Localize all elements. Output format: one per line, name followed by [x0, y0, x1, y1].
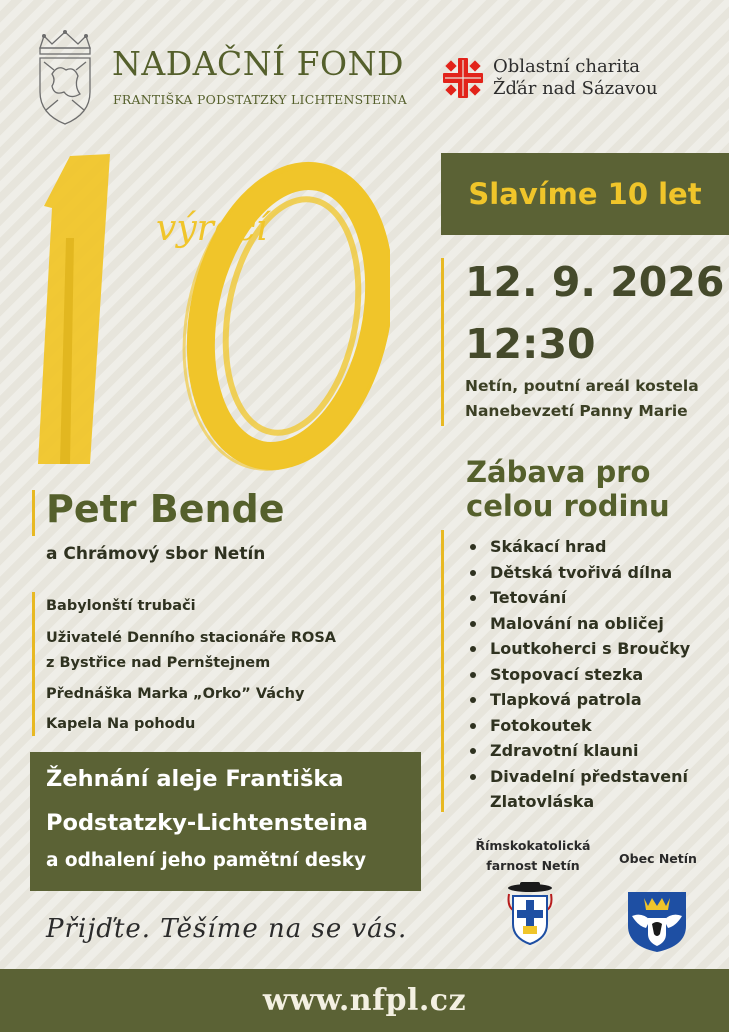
municipality-emblem-icon: [626, 890, 688, 954]
parish-name-line-2: farnost Netín: [486, 858, 580, 873]
bullet-icon: [470, 621, 476, 627]
program-accent-bar: [32, 592, 35, 736]
list-item: Dětská tvořivá dílna: [468, 560, 690, 586]
list-item: Loutkoherci s Broučky: [468, 636, 690, 662]
list-item: Stopovací stezka: [468, 662, 690, 688]
fun-heading-line-2: celou rodinu: [466, 489, 670, 523]
charity-line-2: Žďár nad Sázavou: [493, 78, 658, 99]
venue-line-2: Nanebevzetí Panny Marie: [465, 402, 688, 420]
parish-name-line-1: Římskokatolická: [475, 838, 591, 853]
list-item: Tetování: [468, 585, 690, 611]
list-item: Tlapková patrola: [468, 687, 690, 713]
list-item: Zdravotní klauni: [468, 738, 690, 764]
fund-title: NADAČNÍ FOND: [112, 44, 404, 83]
fun-heading-line-1: Zábava pro: [466, 455, 651, 489]
celebration-banner: Slavíme 10 let: [441, 153, 729, 235]
date-accent-bar: [441, 258, 444, 426]
charity-cross-icon: [441, 56, 485, 100]
charity-name: [493, 56, 658, 100]
blessing-line-2: Podstatzky-Lichtensteina: [46, 810, 368, 836]
list-item: Skákací hrad: [468, 534, 690, 560]
anniversary-word: výročí: [156, 208, 268, 249]
blessing-line-1: Žehnání aleje Františka: [46, 766, 344, 792]
program-item: Přednáška Marka „Orko” Váchy: [46, 686, 305, 702]
bullet-icon: [470, 544, 476, 550]
fun-accent-bar: [441, 530, 444, 812]
charity-line-1: Oblastní charita: [493, 56, 641, 77]
bullet-icon: [470, 672, 476, 678]
website-link[interactable]: www.nfpl.cz: [262, 983, 467, 1018]
bullet-icon: [470, 723, 476, 729]
parish-emblem-icon: [505, 880, 555, 948]
bullet-icon: [470, 646, 476, 652]
program-item: Babylonští trubači: [46, 598, 196, 614]
bullet-icon: [470, 570, 476, 576]
blessing-line-3: a odhalení jeho pamětní desky: [46, 850, 367, 871]
list-item: Malování na obličej: [468, 611, 690, 637]
program-item: Uživatelé Denního stacionáře ROSA: [46, 630, 337, 646]
event-time: 12:30: [465, 320, 596, 368]
choir-name: a Chrámový sbor Netín: [46, 544, 266, 564]
fun-list: [468, 534, 690, 815]
municipality-name: Obec Netín: [619, 851, 697, 866]
footer-bar: [0, 969, 729, 1032]
program-item: Kapela Na pohodu: [46, 716, 196, 732]
anniversary-ten-graphic: [30, 148, 390, 478]
program-item: z Bystřice nad Pernštejnem: [46, 655, 271, 671]
bullet-icon: [470, 595, 476, 601]
crest-icon: [34, 30, 96, 126]
headliner-name: Petr Bende: [46, 487, 285, 531]
list-item: Zlatovláska: [490, 792, 595, 811]
headliner-accent-bar: [32, 490, 35, 536]
venue-line-1: Netín, poutní areál kostela: [465, 377, 699, 395]
list-item: Fotokoutek: [468, 713, 690, 739]
event-date: 12. 9. 2026: [465, 258, 725, 306]
fund-subtitle: FRANTIŠKA PODSTATZKY LICHTENSTEINA: [113, 92, 407, 107]
bullet-icon: [470, 774, 476, 780]
list-item: Divadelní představení: [468, 764, 690, 790]
bullet-icon: [470, 748, 476, 754]
welcome-text: Přijďte. Těšíme na se vás.: [46, 914, 408, 944]
bullet-icon: [470, 697, 476, 703]
